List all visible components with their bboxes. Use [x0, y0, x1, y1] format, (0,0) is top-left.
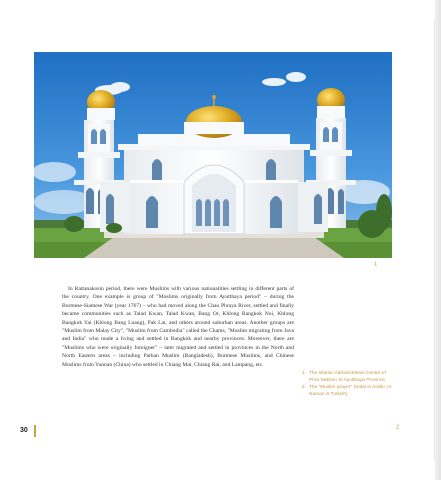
body-paragraph: In Rattanakosin period, there were Muslims with various nationalities settling in different parts of the country. One example is group of "Muslims originally from Ayutthaya period" – during the Burmese-Siamese War (year 1767) – who had moved along the Chao Phraya River, settled and finally became communities such as Talad Kwan, Talad Kwan, Bang Or, Khlong Bangkok Noi, Khlong Bangkok Yai (Khlong Bang Luang), Pak Lat, and others around suburban areas. Another groups are "Muslim from Malay City", "Muslim from Cambodia" called the Chams, "Muslim migrating from Java and India" who made a living and settled in Bangkok and nearby provinces. Moreover, there are "Muslims who were originally foreigner" – later migrated and settled in provinces in the North and North Eastern areas – including Pathan Muslim (Bangladesh), Burmese Muslims, and Chinese Muslims from Yunnan (China) who settled in Chiang Mai, Chiang Rai, and Lampang, etc. [62, 286, 294, 368]
caption-text: The "Muslim prayer" (Salat in Arabic or Namaz in Turkish) [309, 385, 392, 398]
photo-number-marker: 1 [374, 262, 378, 268]
page-number: 30 [20, 427, 28, 434]
caption-list [302, 371, 392, 400]
body-text [62, 285, 294, 369]
page-number-bar [34, 425, 36, 437]
mosque-photo [34, 52, 392, 258]
photo-number-marker-2: 2 [396, 425, 400, 431]
caption-number: 2. [302, 385, 307, 391]
page-edge [435, 0, 441, 480]
caption-item [302, 371, 392, 385]
caption-number: 1. [302, 371, 307, 376]
caption-item [302, 385, 392, 399]
caption-text: The Islamic Administrative Center of Phra Nakhon Si Ayutthaya Province [309, 371, 386, 383]
